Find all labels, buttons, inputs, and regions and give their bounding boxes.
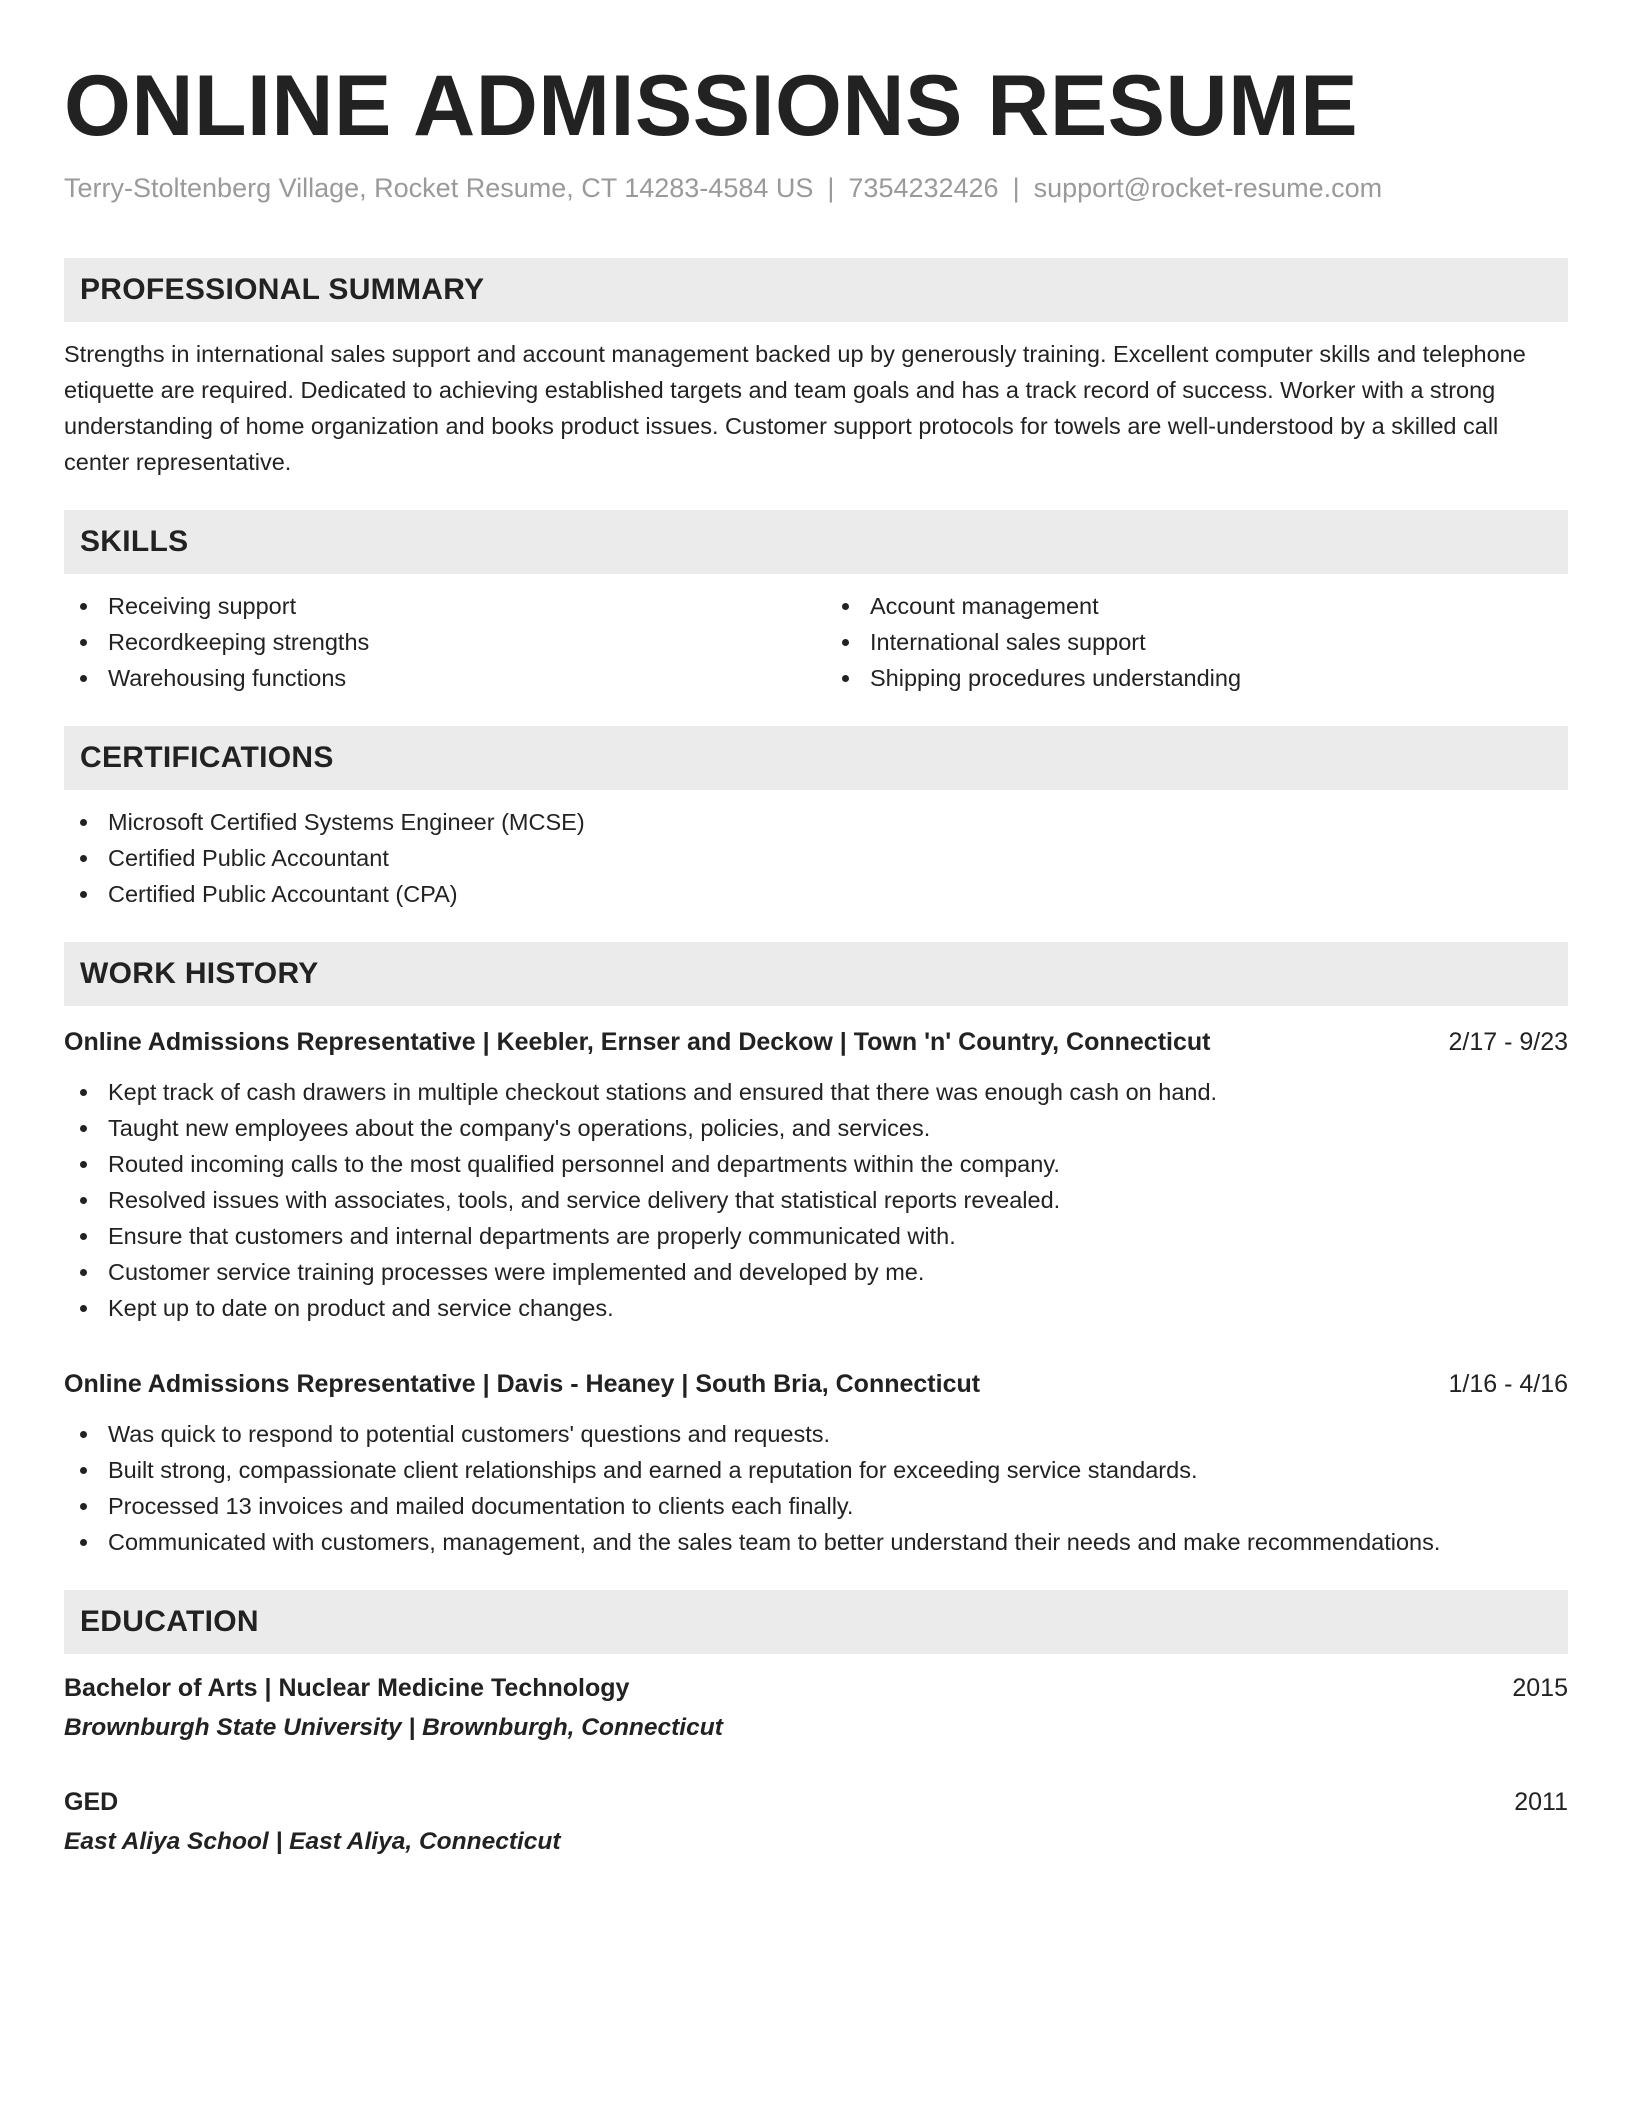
education-header [64, 1784, 1568, 1820]
section-header-summary [64, 258, 1568, 322]
skills-grid [64, 588, 1568, 696]
job-bullet: Communicated with customers, management, and the sales team to better understand their needs and make recommendations. [64, 1524, 1568, 1560]
education-year: 2015 [1512, 1674, 1568, 1702]
job-bullet: Taught new employees about the company's operations, policies, and services. [64, 1110, 1568, 1146]
section-header-skills [64, 510, 1568, 574]
certification-item: Microsoft Certified Systems Engineer (MCSE) [64, 804, 1568, 840]
section-title-skills: SKILLS [80, 525, 189, 558]
job-header [64, 1366, 1568, 1402]
section-title-education: EDUCATION [80, 1605, 259, 1638]
job-bullet: Was quick to respond to potential customers' questions and requests. [64, 1416, 1568, 1452]
job-bullet: Built strong, compassionate client relationships and earned a reputation for exceeding service standards. [64, 1452, 1568, 1488]
job-title: Online Admissions Representative | Davis - Heaney | South Bria, Connecticut [64, 1370, 981, 1398]
skills-list-right [826, 588, 1568, 696]
certifications-list [64, 804, 1568, 912]
education-school: East Aliya School | East Aliya, Connecticut [64, 1828, 561, 1855]
job-bullet: Kept track of cash drawers in multiple checkout stations and ensured that there was enough cash on hand. [64, 1074, 1568, 1110]
section-title-certifications: CERTIFICATIONS [80, 741, 334, 774]
job-bullet: Resolved issues with associates, tools, and service delivery that statistical reports revealed. [64, 1182, 1568, 1218]
resume-page [64, 56, 1568, 1860]
job-bullet: Kept up to date on product and service changes. [64, 1290, 1568, 1326]
certification-item: Certified Public Accountant (CPA) [64, 876, 1568, 912]
skill-item: Recordkeeping strengths [64, 624, 806, 660]
section-header-certifications [64, 726, 1568, 790]
summary-text: Strengths in international sales support and account management backed up by generously training. Excellent computer skills and telephone etiquette are required. Dedicated to achieving established targets and team goals and has a track record of success. Worker with a strong understanding of home organization and books product issues. Customer support protocols for towels are well-understood by a skilled call center representative. [64, 341, 1526, 475]
section-title-work-history: WORK HISTORY [80, 957, 319, 990]
education-school: Brownburgh State University | Brownburgh, Connecticut [64, 1714, 723, 1741]
education-degree: Bachelor of Arts | Nuclear Medicine Technology [64, 1674, 630, 1702]
contact-email: support@rocket-resume.com [1033, 173, 1383, 203]
skill-item: Receiving support [64, 588, 806, 624]
education-degree: GED [64, 1788, 119, 1816]
job-bullet: Customer service training processes were implemented and developed by me. [64, 1254, 1568, 1290]
skill-item: International sales support [826, 624, 1568, 660]
contact-address: Terry-Stoltenberg Village, Rocket Resume, CT 14283-4584 US [64, 173, 814, 203]
education-header [64, 1670, 1568, 1706]
job-bullet: Routed incoming calls to the most qualified personnel and departments within the company. [64, 1146, 1568, 1182]
job-bullets [64, 1416, 1568, 1560]
contact-phone: 7354232426 [848, 173, 999, 203]
education-year: 2011 [1514, 1788, 1568, 1816]
job-bullets [64, 1074, 1568, 1326]
contact-line [64, 170, 1568, 206]
resume-title: ONLINE ADMISSIONS RESUME [64, 58, 1359, 154]
skill-item: Shipping procedures understanding [826, 660, 1568, 696]
skill-item: Account management [826, 588, 1568, 624]
job-dates: 2/17 - 9/23 [1448, 1028, 1568, 1056]
contact-separator: | [827, 173, 835, 203]
job-bullet: Ensure that customers and internal departments are properly communicated with. [64, 1218, 1568, 1254]
skills-list-left [64, 588, 806, 696]
contact-separator: | [1012, 173, 1020, 203]
skill-item: Warehousing functions [64, 660, 806, 696]
job-dates: 1/16 - 4/16 [1448, 1370, 1568, 1398]
certification-item: Certified Public Accountant [64, 840, 1568, 876]
section-header-work-history [64, 942, 1568, 1006]
job-title: Online Admissions Representative | Keebler, Ernser and Deckow | Town 'n' Country, Connecticut [64, 1028, 1211, 1056]
section-title-summary: PROFESSIONAL SUMMARY [80, 273, 485, 306]
job-header [64, 1024, 1568, 1060]
job-bullet: Processed 13 invoices and mailed documentation to clients each finally. [64, 1488, 1568, 1524]
section-header-education [64, 1590, 1568, 1654]
